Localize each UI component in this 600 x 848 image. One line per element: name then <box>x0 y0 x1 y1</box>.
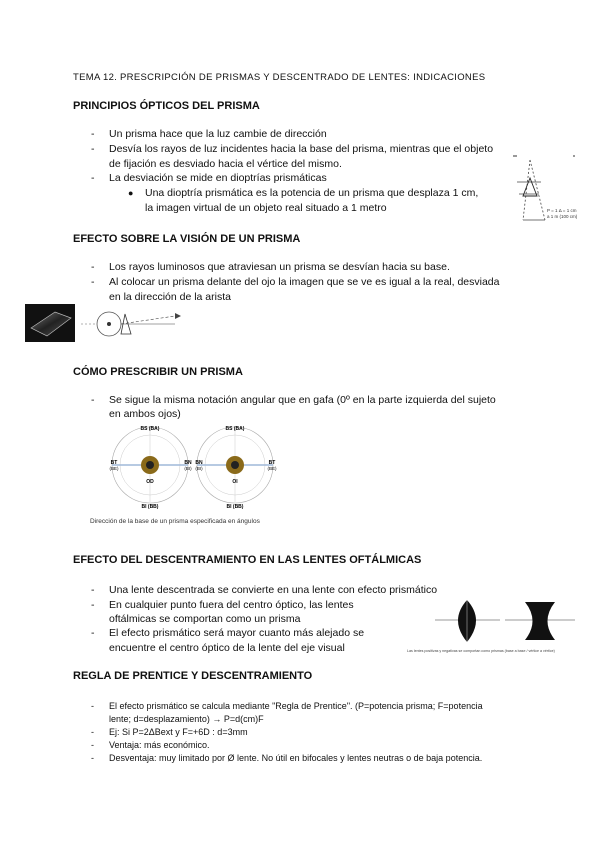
section-heading-prescribir: CÓMO PRESCRIBIR UN PRISMA <box>73 366 243 378</box>
oi-top-label: BS (BA) <box>225 426 245 432</box>
bullet-text: Ej: Si P=2ΔBext y F=+6D : d=3mm <box>109 727 248 737</box>
prism-dioptre-figure <box>505 150 585 232</box>
bullet-text: Una lente descentrada se convierte en una lente con efecto prismático <box>109 584 438 596</box>
bullet-text-cont: en la dirección de la arista <box>109 291 231 303</box>
lens-prism-figure <box>405 594 595 656</box>
od-left-label: BT <box>110 460 118 466</box>
bullet-text-cont: encuentre el centro óptico de la lente del eje visual <box>109 642 345 654</box>
bullet-text: Se sigue la misma notación angular que en gafa (0º en la parte izquierda del sujeto <box>109 394 496 406</box>
bullet-text: Al colocar un prisma delante del ojo la imagen que se ve es igual a la real, desviada <box>109 276 500 288</box>
bullet-dash: - <box>91 584 95 596</box>
bullet-text: En cualquier punto fuera del centro óptico, las lentes <box>109 599 354 611</box>
od-top-label: BS (BA) <box>140 426 160 432</box>
figure-caption: Las lentes positivas y negativas se comportan como prismas (base a base / vértice a vértice) <box>407 649 555 653</box>
oi-right-label: BT <box>268 460 276 466</box>
section-heading-prentice: REGLA DE PRENTICE Y DESCENTRAMIENTO <box>73 670 313 682</box>
bullet-text: Desventaja: muy limitado por Ø lente. No útil en bifocales y lentes neutras o de baja potencia. <box>109 753 483 763</box>
bullet-text: Ventaja: más económico. <box>109 740 210 750</box>
bullet-dash: - <box>91 276 95 288</box>
sub-bullet-text: Una dioptría prismática es la potencia de un prisma que desplaza 1 cm, <box>145 187 479 199</box>
bullet-text-cont: lente; d=desplazamiento) → P=d(cm)F <box>109 714 264 724</box>
bullet-dash: - <box>91 261 95 273</box>
bullet-text: La desviación se mide en dioptrías prismáticas <box>109 172 327 184</box>
bullet-dash: - <box>91 172 95 184</box>
bullet-text: Los rayos luminosos que atraviesan un prisma se desvían hacia su base. <box>109 261 450 273</box>
bullet-dash: - <box>91 128 95 140</box>
oi-bottom-label: BI (BB) <box>226 504 244 510</box>
section-heading-principios: PRINCIPIOS ÓPTICOS DEL PRISMA <box>73 100 260 112</box>
od-right-label2: (BI) <box>184 466 192 471</box>
bullet-dash: - <box>91 753 94 763</box>
figure-caption: a 1 m (100 cm) <box>547 214 578 219</box>
section-heading-descentramiento: EFECTO DEL DESCENTRAMIENTO EN LAS LENTES OFTÁLMICAS <box>73 554 422 566</box>
bullet-text-cont: en ambos ojos) <box>109 408 181 420</box>
document-title: TEMA 12. PRESCRIPCIÓN DE PRISMAS Y DESCENTRADO DE LENTES: INDICACIONES <box>73 72 486 83</box>
sub-bullet-text-cont: la imagen virtual de un objeto real situado a 1 metro <box>145 202 387 214</box>
od-right-label: BN <box>184 460 192 466</box>
bullet-dot: ● <box>128 188 134 198</box>
figure-caption: Dirección de la base de un prisma especificada en ángulos <box>90 518 260 525</box>
od-center-label: OD <box>146 479 154 485</box>
angular-notation-figure <box>100 420 285 515</box>
bullet-dash: - <box>91 727 94 737</box>
bullet-dash: - <box>91 701 94 711</box>
bullet-text: Un prisma hace que la luz cambie de dirección <box>109 128 327 140</box>
bullet-dash: - <box>91 599 95 611</box>
bullet-dash: - <box>91 627 95 639</box>
od-bottom-label: BI (BB) <box>141 504 159 510</box>
oi-diagram <box>195 426 277 510</box>
oi-left-label: BN <box>195 460 203 466</box>
bullet-text: El efecto prismático se calcula mediante "Regla de Prentice". (P=potencia prisma; F=potencia <box>109 701 483 711</box>
bullet-text-cont: oftálmicas se comportan como un prisma <box>109 613 301 625</box>
oi-right-label2: (BE) <box>267 466 277 471</box>
bullet-dash: - <box>91 143 95 155</box>
bullet-dash: - <box>91 740 94 750</box>
bullet-text-cont: de fijación es desviado hacia el vértice del mismo. <box>109 158 342 170</box>
oi-left-label2: (BI) <box>195 466 203 471</box>
minus-lens-shape <box>525 602 555 640</box>
prism-vision-figure <box>25 304 185 344</box>
od-diagram <box>110 426 193 510</box>
oi-center-label: OI <box>232 479 238 485</box>
bullet-dash: - <box>91 394 95 406</box>
bullet-text: El efecto prismático será mayor cuanto más alejado se <box>109 627 365 639</box>
od-left-label2: (BE) <box>109 466 119 471</box>
section-heading-efecto-vision: EFECTO SOBRE LA VISIÓN DE UN PRISMA <box>73 233 301 245</box>
figure-caption: P = 1 Δ = 1 cm <box>547 208 577 213</box>
bullet-text: Desvía los rayos de luz incidentes hacia la base del prisma, mientras que el objeto <box>109 143 494 155</box>
